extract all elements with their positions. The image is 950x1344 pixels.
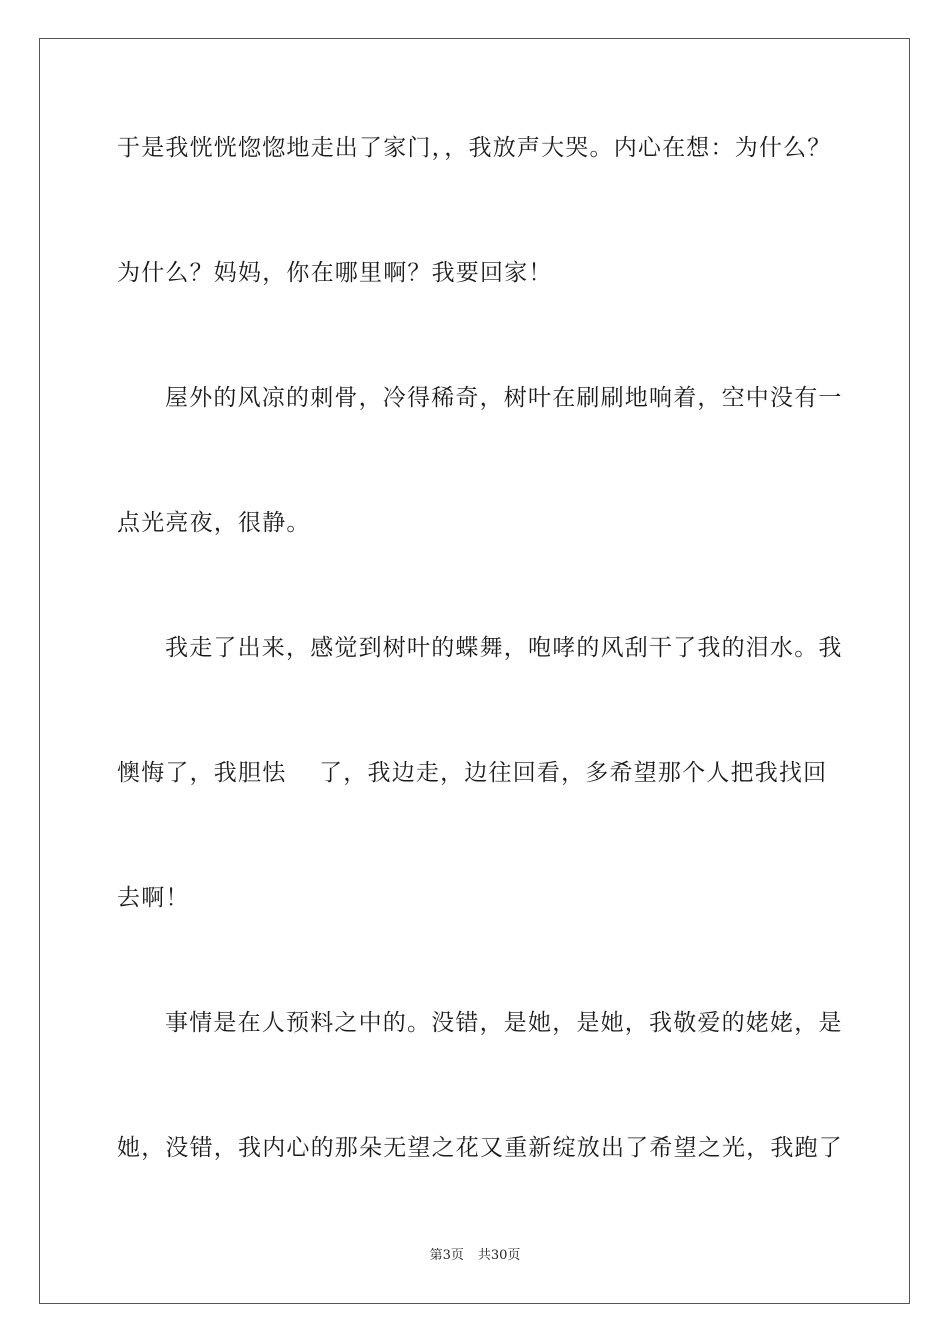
page-number: 第3页 <box>429 1248 464 1263</box>
text-line-6: 懊悔了，我胆怯 了，我边走，边往回看，多希望那个人把我找回 <box>117 760 828 786</box>
page-footer <box>0 1247 950 1265</box>
text-line-5: 我走了出来，感觉到树叶的蝶舞，咆哮的风刮干了我的泪水。我 <box>165 635 843 661</box>
text-line-2: 为什么？妈妈，你在哪里啊？我要回家！ <box>117 260 553 286</box>
page-total: 共30页 <box>477 1248 521 1263</box>
text-line-1: 于是我恍恍惚惚地走出了家门，，我放声大哭。内心在想：为什么？ <box>117 135 832 161</box>
text-line-8: 事情是在人预料之中的。没错，是她，是她，我敬爱的姥姥，是 <box>165 1010 843 1036</box>
text-line-4: 点光亮夜，很静。 <box>117 510 311 536</box>
text-line-3: 屋外的风凉的刺骨，冷得稀奇，树叶在刷刷地响着，空中没有一 <box>165 385 843 411</box>
text-line-9: 她，没错，我内心的那朵无望之花又重新绽放出了希望之光，我跑了 <box>117 1135 843 1161</box>
page-border <box>39 38 910 1304</box>
text-line-7: 去啊！ <box>117 885 190 911</box>
